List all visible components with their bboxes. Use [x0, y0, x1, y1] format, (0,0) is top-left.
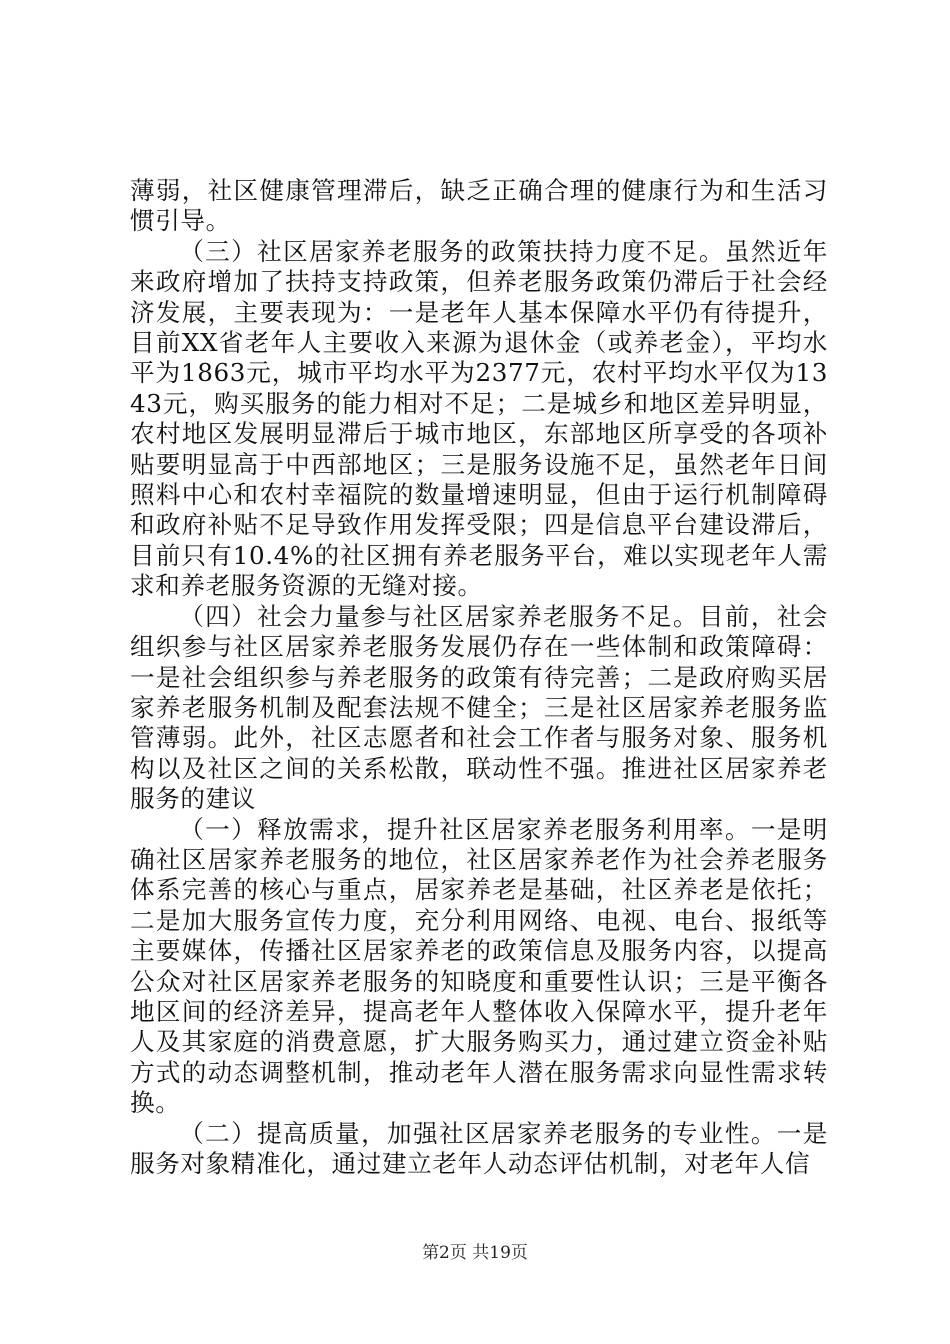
document-body [130, 176, 828, 1179]
page-number-label: 第2页 共19页 [422, 1243, 528, 1263]
paragraph-4: （一）释放需求，提升社区居家养老服务利用率。一是明确社区居家养老服务的地位，社区居家养老作为社会养老服务体系完善的核心与重点，居家养老是基础，社区养老是依托；二是加大服务宣传力度，充分利用网络、电视、电台、报纸等主要媒体，传播社区居家养老的政策信息及服务内容，以提高公众对社区居家养老服务的知晓度和重要性认识；三是平衡各地区间的经济差异，提高老年人整体收入保障水平，提升老年人及其家庭的消费意愿，扩大服务购买力，通过建立资金补贴方式的动态调整机制，推动老年人潜在服务需求向显性需求转换。 [130, 814, 828, 1118]
paragraph-1: 薄弱，社区健康管理滞后，缺乏正确合理的健康行为和生活习惯引导。 [130, 176, 828, 236]
paragraph-2: （三）社区居家养老服务的政策扶持力度不足。虽然近年来政府增加了扶持支持政策，但养老服务政策仍滞后于社会经济发展，主要表现为：一是老年人基本保障水平仍有待提升，目前XX省老年人主要收入来源为退休金（或养老金），平均水平为1863元，城市平均水平为2377元，农村平均水平仅为1343元，购买服务的能力相对不足；二是城乡和地区差异明显，农村地区发展明显滞后于城市地区，东部地区所享受的各项补贴要明显高于中西部地区；三是服务设施不足，虽然老年日间照料中心和农村幸福院的数量增速明显，但由于运行机制障碍和政府补贴不足导致作用发挥受限；四是信息平台建设滞后，目前只有10.4%的社区拥有养老服务平台，难以实现老年人需求和养老服务资源的无缝对接。 [130, 236, 828, 601]
paragraph-3: （四）社会力量参与社区居家养老服务不足。目前，社会组织参与社区居家养老服务发展仍存在一些体制和政策障碍：一是社会组织参与养老服务的政策有待完善；二是政府购买居家养老服务机制及配套法规不健全；三是社区居家养老服务监管薄弱。此外，社区志愿者和社会工作者与服务对象、服务机构以及社区之间的关系松散，联动性不强。推进社区居家养老服务的建议 [130, 601, 828, 814]
page-footer [0, 1242, 950, 1264]
paragraph-5: （二）提高质量，加强社区居家养老服务的专业性。一是服务对象精准化，通过建立老年人动态评估机制，对老年人信 [130, 1118, 828, 1178]
